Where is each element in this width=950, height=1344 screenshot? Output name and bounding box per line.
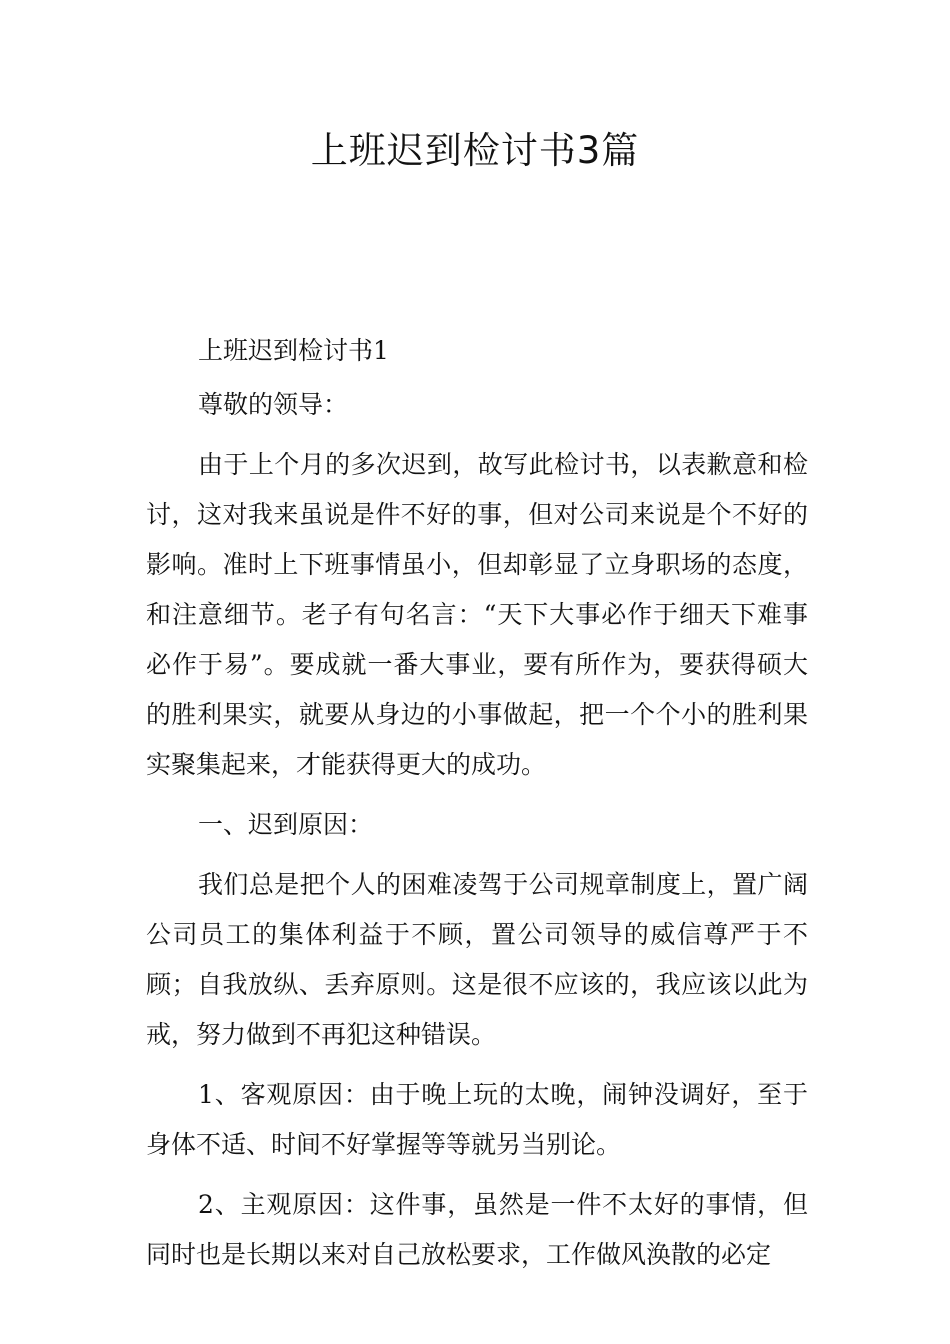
- paragraph-objective-reason: 1、客观原因：由于晚上玩的太晚，闹钟没调好，至于身体不适、时间不好掌握等等就另当别论。: [146, 1080, 808, 1159]
- salutation: 尊敬的领导：: [198, 390, 349, 419]
- document-title: 上班迟到检讨书3篇: [310, 129, 640, 172]
- paragraph-intro: 由于上个月的多次迟到，故写此检讨书，以表歉意和检讨，这对我来虽说是件不好的事，但对公司来说是个不好的影响。准时上下班事情虽小，但却彰显了立身职场的态度，和注意细节。老子有句名言：“天下大事必作于细天下难事必作于易”。要成就一番大事业，要有所作为，要获得硕大的胜利果实，就要从身边的小事做起，把一个个小的胜利果实聚集起来，才能获得更大的成功。: [146, 450, 808, 779]
- document-body: [146, 326, 808, 1280]
- section-heading: 上班迟到检讨书1: [198, 336, 389, 365]
- paragraph-reasons-heading: 一、迟到原因：: [198, 810, 374, 839]
- paragraph-reasons: 我们总是把个人的困难凌驾于公司规章制度上，置广阔公司员工的集体利益于不顾，置公司领导的威信尊严于不顾；自我放纵、丢弃原则。这是很不应该的，我应该以此为戒，努力做到不再犯这种错误。: [146, 870, 808, 1049]
- paragraph-subjective-reason: 2、主观原因：这件事，虽然是一件不太好的事情，但同时也是长期以来对自己放松要求，工作做风涣散的必定: [146, 1190, 808, 1269]
